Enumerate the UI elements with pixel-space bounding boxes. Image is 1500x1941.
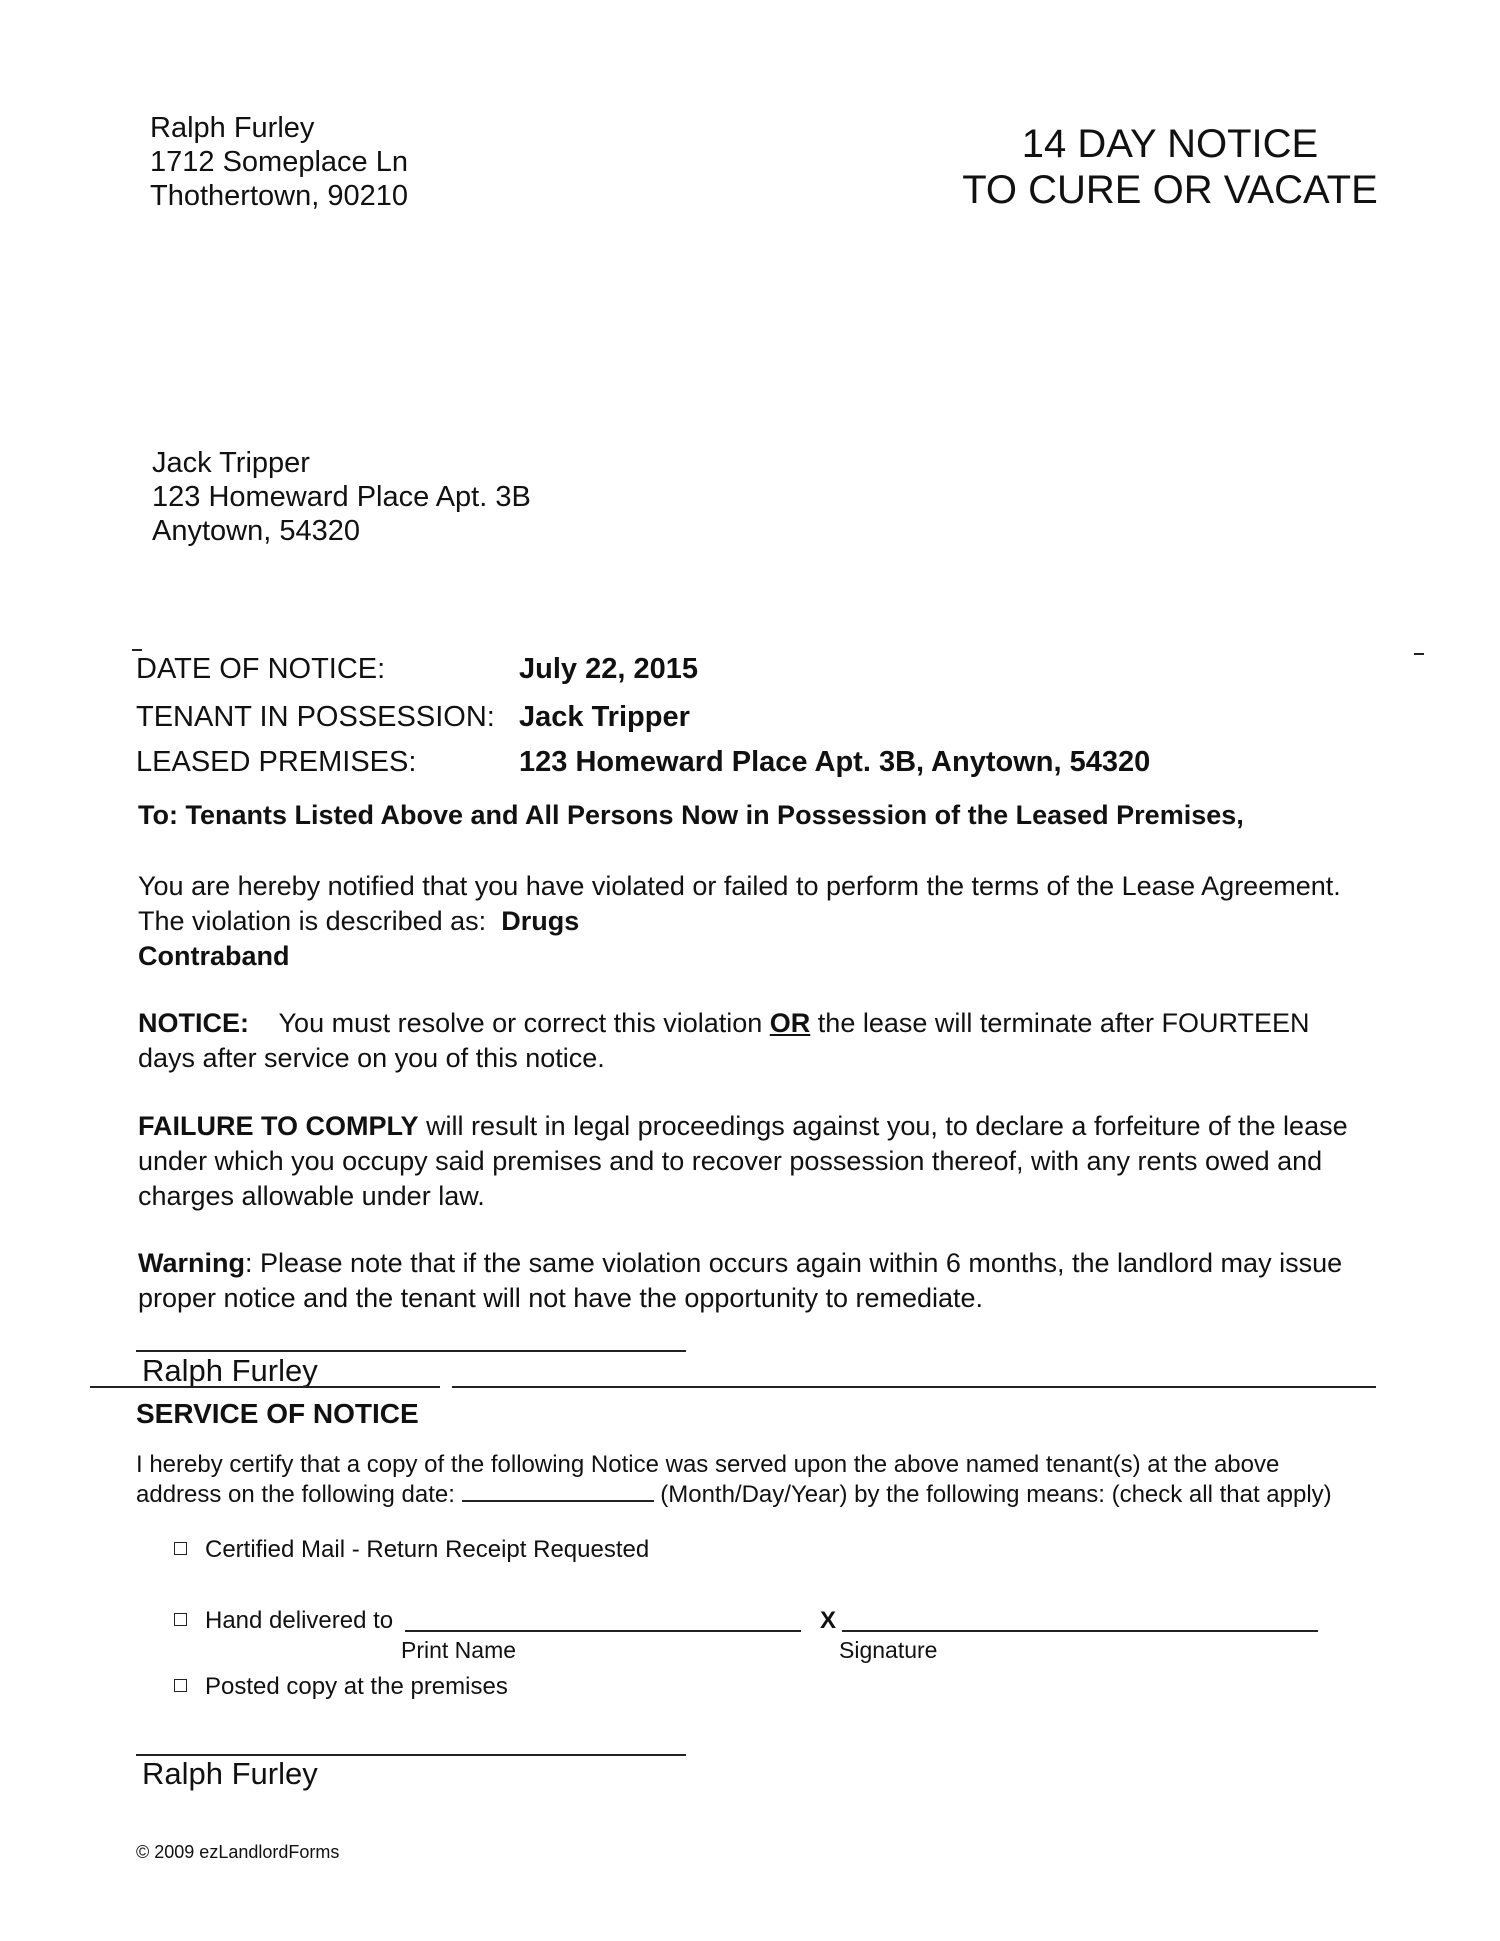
option-1-label: Certified Mail - Return Receipt Requested [205, 1536, 650, 1563]
landlord-street: 1712 Someplace Ln [150, 146, 408, 178]
checkbox-certified-mail[interactable] [174, 1542, 187, 1555]
print-name-line[interactable] [405, 1630, 801, 1632]
violation-paragraph [138, 869, 1341, 974]
violation-value-1: Drugs [501, 906, 580, 936]
warning-label: Warning [138, 1248, 245, 1278]
violation-value-2: Contraband [138, 941, 290, 971]
failure-paragraph [138, 1109, 1348, 1214]
divider-left [90, 1386, 440, 1388]
divider-right [452, 1386, 1376, 1388]
corner-mark-left [132, 649, 142, 651]
certify-text [136, 1450, 1332, 1510]
notice-text-2: the lease will terminate after FOURTEEN [817, 1008, 1310, 1038]
tenant-address [152, 446, 531, 548]
landlord-address [150, 111, 408, 213]
failure-label: FAILURE TO COMPLY [138, 1111, 419, 1141]
certify-line-2a: address on the following date: [136, 1481, 455, 1508]
to-line: To: Tenants Listed Above and All Persons Now in Possession of the Leased Premises, [138, 800, 1244, 830]
warning-paragraph [138, 1246, 1342, 1316]
notice-title [910, 121, 1430, 213]
signature-name-2: Ralph Furley [142, 1756, 318, 1791]
notice-paragraph [138, 1006, 1309, 1076]
option-3-label: Posted copy at the premises [205, 1673, 508, 1700]
service-date-blank[interactable] [462, 1480, 654, 1502]
copyright-footer: © 2009 ezLandlordForms [136, 1842, 340, 1862]
failure-text-3: charges allowable under law. [138, 1181, 485, 1211]
corner-mark-right [1414, 653, 1424, 655]
premises-label: LEASED PREMISES: [136, 746, 417, 778]
certify-line-2b: (Month/Day/Year) by the following means: (check all that apply) [660, 1481, 1332, 1508]
premises-value: 123 Homeward Place Apt. 3B, Anytown, 54320 [519, 746, 1151, 778]
date-label: DATE OF NOTICE: [136, 653, 386, 685]
notice-label: NOTICE: [138, 1008, 249, 1038]
violation-intro: You are hereby notified that you have violated or failed to perform the terms of the Lease Agreement. [138, 871, 1341, 901]
service-heading: SERVICE OF NOTICE [136, 1398, 419, 1429]
warning-text-2: proper notice and the tenant will not have the opportunity to remediate. [138, 1283, 984, 1313]
landlord-name: Ralph Furley [150, 112, 315, 144]
warning-text-1: : Please note that if the same violation occurs again within 6 months, the landlord may issue [245, 1248, 1343, 1278]
date-value: July 22, 2015 [519, 653, 698, 685]
violation-label: The violation is described as: [138, 906, 487, 936]
option-posted-copy[interactable] [174, 1672, 508, 1702]
notice-text-3: days after service on you of this notice. [138, 1043, 605, 1073]
checkbox-posted-copy[interactable] [174, 1679, 187, 1692]
tenant-city: Anytown, 54320 [152, 515, 360, 547]
signature-name-1: Ralph Furley [142, 1353, 318, 1388]
signature-line-service[interactable] [842, 1630, 1318, 1632]
failure-text-1: will result in legal proceedings against you, to declare a forfeiture of the lease [426, 1111, 1348, 1141]
tenant-value: Jack Tripper [519, 701, 690, 733]
checkbox-hand-delivered[interactable] [174, 1613, 187, 1626]
option-2-label: Hand delivered to [205, 1607, 394, 1634]
landlord-city: Thothertown, 90210 [150, 180, 408, 212]
notice-or: OR [769, 1008, 811, 1038]
x-mark: X [820, 1607, 837, 1634]
notice-title-line1: 14 DAY NOTICE [1021, 122, 1319, 166]
option-certified-mail[interactable] [174, 1535, 649, 1565]
violation-line [138, 904, 1341, 939]
notice-text-1: You must resolve or correct this violation [278, 1008, 763, 1038]
print-name-label: Print Name [401, 1637, 517, 1663]
tenant-label: TENANT IN POSSESSION: [136, 701, 495, 733]
option-hand-delivered[interactable] [174, 1606, 393, 1636]
signature-line-1 [136, 1350, 686, 1352]
tenant-name: Jack Tripper [152, 447, 310, 479]
signature-label: Signature [839, 1637, 938, 1663]
failure-text-2: under which you occupy said premises and to recover possession thereof, with any rents owed and [138, 1146, 1323, 1176]
tenant-street: 123 Homeward Place Apt. 3B [152, 481, 531, 513]
notice-title-line2: TO CURE OR VACATE [962, 168, 1378, 212]
certify-line-1: I hereby certify that a copy of the following Notice was served upon the above named tenant(s) at the above [136, 1451, 1280, 1478]
